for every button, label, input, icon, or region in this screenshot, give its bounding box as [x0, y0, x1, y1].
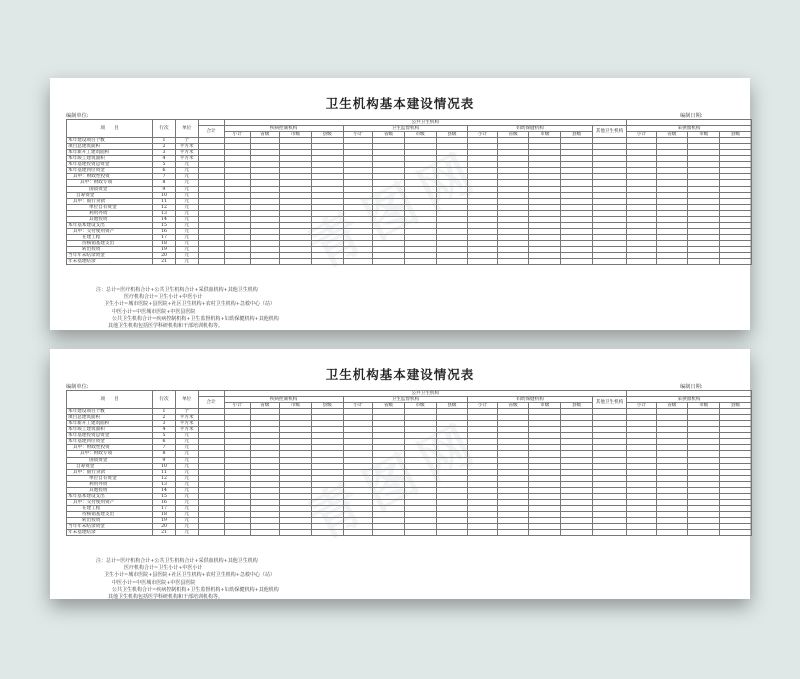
row-item-label: 项目总建筑面积 — [67, 144, 153, 150]
header-item: 项 目 — [67, 120, 153, 138]
header-municipal: 市级 — [688, 132, 720, 138]
row-item-label: 其中：交付使用资产 — [67, 228, 153, 234]
row-item-label: 本年竣工建筑面积 — [67, 427, 153, 433]
row-item-label: 其中：银行贷款 — [67, 198, 153, 204]
header-line: 行次 — [153, 391, 176, 409]
row-unit: 元 — [175, 493, 198, 499]
value-cell[interactable] — [250, 259, 279, 265]
row-line-number: 5 — [153, 433, 176, 439]
row-unit: 元 — [175, 222, 198, 228]
note-line: 医疗机构合计=卫生小计+中医小计 — [124, 294, 203, 301]
header-municipal: 市级 — [280, 132, 312, 138]
row-unit: 元 — [175, 481, 198, 487]
row-item-label: 年末基建结余 — [67, 259, 153, 265]
row-item-label: 转出投资 — [67, 246, 153, 252]
row-item-label: 其中：交付使用资产 — [67, 499, 153, 505]
row-item-label: 项目总建筑面积 — [67, 415, 153, 421]
header-provincial: 省级 — [373, 132, 405, 138]
row-line-number: 8 — [153, 451, 176, 457]
header-provincial: 省级 — [497, 132, 529, 138]
header-municipal: 市级 — [529, 403, 561, 409]
row-line-number: 10 — [153, 192, 176, 198]
row-unit: 元 — [175, 210, 198, 216]
value-cell[interactable] — [720, 259, 752, 265]
row-line-number: 8 — [153, 180, 176, 186]
row-line-number: 20 — [153, 524, 176, 530]
value-cell[interactable] — [468, 259, 497, 265]
value-cell[interactable] — [656, 530, 688, 536]
header-other-public: 其他卫生机构 — [592, 126, 626, 138]
row-unit: 元 — [175, 180, 198, 186]
row-unit: 元 — [175, 530, 198, 536]
row-item-label: 国债资金 — [67, 457, 153, 463]
row-item-label: 当年年末结余资金 — [67, 253, 153, 259]
row-unit: 元 — [175, 487, 198, 493]
row-unit: 元 — [175, 524, 198, 530]
row-item-label: 单位自有资金 — [67, 475, 153, 481]
row-line-number: 6 — [153, 168, 176, 174]
header-other-public: 其他卫生机构 — [592, 397, 626, 409]
row-line-number: 9 — [153, 457, 176, 463]
row-item-label: 转出投资 — [67, 517, 153, 523]
row-unit: 个 — [175, 409, 198, 415]
row-unit: 元 — [175, 457, 198, 463]
value-cell[interactable] — [468, 530, 497, 536]
value-cell[interactable] — [720, 530, 752, 536]
value-cell[interactable] — [343, 259, 372, 265]
row-line-number: 7 — [153, 445, 176, 451]
value-cell[interactable] — [311, 259, 343, 265]
row-unit: 元 — [175, 246, 198, 252]
note-line: 卫生小计=城市医院+县医院+社区卫生机构+农村卫生机构+急救中心（站） — [104, 572, 275, 579]
row-line-number: 9 — [153, 186, 176, 192]
statistics-table — [66, 390, 752, 536]
row-item-label: 待核销基建支出 — [67, 240, 153, 246]
row-line-number: 14 — [153, 216, 176, 222]
value-cell[interactable] — [373, 530, 405, 536]
notes-block — [66, 287, 279, 330]
header-municipal: 市级 — [688, 403, 720, 409]
row-unit: 元 — [175, 505, 198, 511]
value-cell[interactable] — [311, 530, 343, 536]
header-subtotal: 小计 — [468, 132, 497, 138]
value-cell[interactable] — [497, 259, 529, 265]
compiler-label: 编制单位: — [66, 113, 89, 119]
header-total: 合计 — [198, 397, 224, 409]
header-maternal-child: 妇幼保健机构 — [468, 397, 593, 403]
row-unit: 元 — [175, 234, 198, 240]
header-county: 县级 — [311, 132, 343, 138]
note-line: 卫生小计=城市医院+县医院+社区卫生机构+农村卫生机构+急救中心（站） — [104, 301, 275, 308]
note-line: 其他卫生机构包括医学科研机构和干部培训机构等。 — [108, 594, 224, 601]
header-county: 县级 — [436, 132, 468, 138]
row-unit: 元 — [175, 174, 198, 180]
row-item-label: 其中：财政性投资 — [67, 445, 153, 451]
date-label: 编制日期: — [680, 384, 703, 390]
note-line: 公共卫生机构合计=疾病控制机构+卫生监督机构+妇幼保健机构+其他机构 — [112, 586, 279, 593]
row-item-label: 其中：财政性投资 — [67, 174, 153, 180]
row-item-label: 自筹资金 — [67, 463, 153, 469]
header-blood-collection: 采供血机构 — [627, 126, 752, 132]
row-line-number: 13 — [153, 481, 176, 487]
row-item-label: 其他投资 — [67, 216, 153, 222]
row-line-number: 20 — [153, 253, 176, 259]
header-municipal: 市级 — [529, 132, 561, 138]
row-item-label: 其中：财政专项 — [67, 451, 153, 457]
note-line: 注：总计=医疗机构合计+公共卫生机构合计+采供血机构+其他卫生机构 — [96, 558, 258, 564]
row-unit: 元 — [175, 162, 198, 168]
row-unit: 元 — [175, 463, 198, 469]
row-item-label: 本年建设项目个数 — [67, 409, 153, 415]
row-item-label: 利用外资 — [67, 481, 153, 487]
header-line: 行次 — [153, 120, 176, 138]
row-unit: 元 — [175, 228, 198, 234]
value-cell[interactable] — [627, 259, 656, 265]
header-county: 县级 — [561, 132, 593, 138]
date-label: 编制日期: — [680, 113, 703, 119]
row-item-label: 本年新开工建筑面积 — [67, 150, 153, 156]
row-item-label: 本年基建投资总资金 — [67, 162, 153, 168]
row-line-number: 4 — [153, 156, 176, 162]
header-provincial: 省级 — [250, 132, 279, 138]
table-row — [67, 259, 752, 265]
note-line: 中医小计=中医城市医院+中医县医院 — [112, 308, 196, 315]
header-unit: 单位 — [175, 120, 198, 138]
value-cell[interactable] — [529, 259, 561, 265]
header-provincial: 省级 — [497, 403, 529, 409]
note-line: 其他卫生机构包括医学科研机构和干部培训机构等。 — [108, 323, 224, 330]
row-item-label: 本年基建到位资金 — [67, 168, 153, 174]
value-cell[interactable] — [688, 530, 720, 536]
value-cell[interactable] — [656, 259, 688, 265]
value-cell[interactable] — [497, 530, 529, 536]
note-line: 中医小计=中医城市医院+中医县医院 — [112, 579, 196, 586]
row-unit: 元 — [175, 216, 198, 222]
header-county: 县级 — [561, 403, 593, 409]
header-health-supervision: 卫生监督机构 — [343, 397, 468, 403]
note-line: 公共卫生机构合计=疾病控制机构+卫生监督机构+妇幼保健机构+其他机构 — [112, 315, 279, 322]
row-unit: 平方米 — [175, 421, 198, 427]
row-unit: 个 — [175, 138, 198, 144]
row-item-label: 其中：银行贷款 — [67, 469, 153, 475]
row-line-number: 19 — [153, 517, 176, 523]
header-county: 县级 — [311, 403, 343, 409]
row-line-number: 18 — [153, 511, 176, 517]
row-unit: 平方米 — [175, 144, 198, 150]
header-provincial: 省级 — [656, 132, 688, 138]
header-subtotal: 小计 — [343, 403, 372, 409]
row-unit: 元 — [175, 192, 198, 198]
report-sheet — [50, 349, 750, 599]
header-health-supervision: 卫生监督机构 — [343, 126, 468, 132]
row-unit: 元 — [175, 475, 198, 481]
row-item-label: 本年建设项目个数 — [67, 138, 153, 144]
header-provincial: 省级 — [373, 403, 405, 409]
row-item-label: 其他投资 — [67, 487, 153, 493]
row-item-label: 当年年末结余资金 — [67, 524, 153, 530]
value-cell[interactable] — [561, 259, 593, 265]
row-item-label: 国债资金 — [67, 186, 153, 192]
value-cell[interactable] — [592, 530, 626, 536]
row-unit: 元 — [175, 204, 198, 210]
row-unit: 平方米 — [175, 427, 198, 433]
row-unit: 元 — [175, 168, 198, 174]
header-item: 项 目 — [67, 391, 153, 409]
value-cell[interactable] — [627, 530, 656, 536]
value-cell[interactable] — [529, 530, 561, 536]
row-line-number: 15 — [153, 222, 176, 228]
row-line-number: 19 — [153, 246, 176, 252]
row-line-number: 14 — [153, 487, 176, 493]
row-line-number: 11 — [153, 469, 176, 475]
row-unit: 元 — [175, 469, 198, 475]
row-line-number: 1 — [153, 138, 176, 144]
header-subtotal: 小计 — [627, 403, 656, 409]
value-cell[interactable] — [561, 530, 593, 536]
row-line-number: 16 — [153, 228, 176, 234]
row-line-number: 12 — [153, 204, 176, 210]
row-unit: 元 — [175, 433, 198, 439]
row-line-number: 17 — [153, 234, 176, 240]
value-cell[interactable] — [280, 530, 312, 536]
row-item-label: 其中：财政专项 — [67, 180, 153, 186]
header-disease-control: 疾病控制机构 — [224, 397, 343, 403]
header-subtotal: 小计 — [627, 132, 656, 138]
row-line-number: 2 — [153, 144, 176, 150]
row-item-label: 在建工程 — [67, 505, 153, 511]
header-maternal-child: 妇幼保健机构 — [468, 126, 593, 132]
page-title: 卫生机构基本建设情况表 — [325, 96, 475, 111]
header-disease-control: 疾病控制机构 — [224, 126, 343, 132]
row-line-number: 3 — [153, 150, 176, 156]
row-item-label: 自筹资金 — [67, 192, 153, 198]
row-line-number: 13 — [153, 210, 176, 216]
value-cell[interactable] — [198, 530, 224, 536]
row-item-label: 本年基本建设支出 — [67, 493, 153, 499]
value-cell[interactable] — [280, 259, 312, 265]
watermark-text: 青图网 — [299, 140, 492, 281]
row-line-number: 5 — [153, 162, 176, 168]
header-public-health: 公共卫生机构 — [224, 391, 627, 397]
value-cell[interactable] — [224, 259, 250, 265]
row-line-number: 6 — [153, 439, 176, 445]
header-provincial: 省级 — [656, 403, 688, 409]
statistics-table — [66, 119, 752, 265]
table-row — [67, 530, 752, 536]
row-item-label: 在建工程 — [67, 234, 153, 240]
row-unit: 平方米 — [175, 156, 198, 162]
header-municipal: 市级 — [404, 403, 436, 409]
note-line: 注：总计=医疗机构合计+公共卫生机构合计+采供血机构+其他卫生机构 — [96, 287, 258, 293]
header-county: 县级 — [720, 403, 752, 409]
value-cell[interactable] — [592, 259, 626, 265]
header-subtotal: 小计 — [468, 403, 497, 409]
row-unit: 元 — [175, 517, 198, 523]
value-cell[interactable] — [373, 259, 405, 265]
row-unit: 元 — [175, 439, 198, 445]
row-unit: 元 — [175, 186, 198, 192]
watermark-text: 青图网 — [299, 411, 492, 552]
header-subtotal: 小计 — [343, 132, 372, 138]
page-title: 卫生机构基本建设情况表 — [325, 367, 475, 382]
row-line-number: 17 — [153, 505, 176, 511]
value-cell[interactable] — [436, 530, 468, 536]
header-municipal: 市级 — [280, 403, 312, 409]
value-cell[interactable] — [250, 530, 279, 536]
report-sheet — [50, 78, 750, 330]
row-item-label: 单位自有资金 — [67, 204, 153, 210]
row-line-number: 7 — [153, 174, 176, 180]
value-cell[interactable] — [343, 530, 372, 536]
row-line-number: 4 — [153, 427, 176, 433]
row-unit: 元 — [175, 511, 198, 517]
compiler-label: 编制单位: — [66, 384, 89, 390]
row-line-number: 3 — [153, 421, 176, 427]
row-unit: 元 — [175, 240, 198, 246]
header-subtotal: 小计 — [224, 132, 250, 138]
header-subtotal: 小计 — [224, 403, 250, 409]
notes-block — [66, 558, 279, 601]
note-line: 医疗机构合计=卫生小计+中医小计 — [124, 565, 203, 572]
row-line-number: 21 — [153, 530, 176, 536]
row-line-number: 2 — [153, 415, 176, 421]
header-county: 县级 — [720, 132, 752, 138]
row-unit: 平方米 — [175, 150, 198, 156]
row-item-label: 本年基建到位资金 — [67, 439, 153, 445]
row-unit: 元 — [175, 445, 198, 451]
row-unit: 元 — [175, 451, 198, 457]
header-total: 合计 — [198, 126, 224, 138]
row-unit: 元 — [175, 499, 198, 505]
row-unit: 元 — [175, 253, 198, 259]
row-item-label: 本年竣工建筑面积 — [67, 156, 153, 162]
header-municipal: 市级 — [404, 132, 436, 138]
row-item-label: 本年新开工建筑面积 — [67, 421, 153, 427]
row-line-number: 18 — [153, 240, 176, 246]
header-unit: 单位 — [175, 391, 198, 409]
row-line-number: 16 — [153, 499, 176, 505]
value-cell[interactable] — [688, 259, 720, 265]
header-provincial: 省级 — [250, 403, 279, 409]
header-public-health: 公共卫生机构 — [224, 120, 627, 126]
row-item-label: 本年基本建设支出 — [67, 222, 153, 228]
row-line-number: 11 — [153, 198, 176, 204]
row-line-number: 10 — [153, 463, 176, 469]
value-cell[interactable] — [224, 530, 250, 536]
value-cell[interactable] — [436, 259, 468, 265]
row-line-number: 12 — [153, 475, 176, 481]
row-line-number: 21 — [153, 259, 176, 265]
value-cell[interactable] — [404, 530, 436, 536]
row-line-number: 1 — [153, 409, 176, 415]
row-item-label: 利用外资 — [67, 210, 153, 216]
value-cell[interactable] — [198, 259, 224, 265]
row-unit: 平方米 — [175, 415, 198, 421]
row-unit: 元 — [175, 198, 198, 204]
row-item-label: 年末基建结余 — [67, 530, 153, 536]
row-item-label: 本年基建投资总资金 — [67, 433, 153, 439]
header-blood-collection: 采供血机构 — [627, 397, 752, 403]
value-cell[interactable] — [404, 259, 436, 265]
row-unit: 元 — [175, 259, 198, 265]
row-line-number: 15 — [153, 493, 176, 499]
header-county: 县级 — [436, 403, 468, 409]
row-item-label: 待核销基建支出 — [67, 511, 153, 517]
